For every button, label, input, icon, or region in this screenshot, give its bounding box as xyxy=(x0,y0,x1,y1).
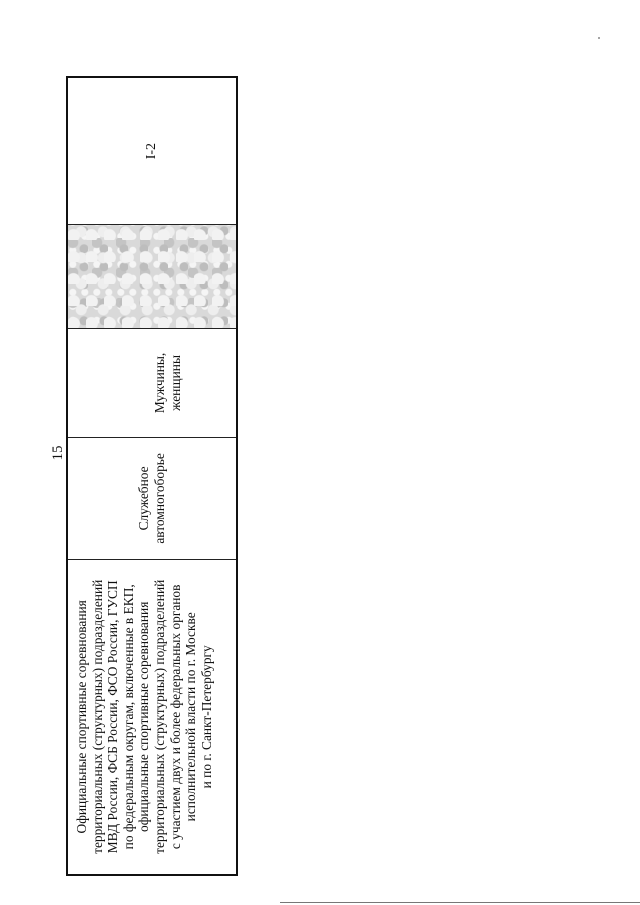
description-line: Официальные спортивные соревнования xyxy=(74,600,89,834)
bottom-divider xyxy=(280,902,640,903)
description-line: официальные спортивные соревнования xyxy=(136,601,152,832)
description-line: и по г. Санкт-Петербургу xyxy=(198,645,214,789)
description-line: территориальных (структурных) подразделений xyxy=(151,579,167,854)
gender-cell xyxy=(68,328,236,437)
rank-cell xyxy=(68,78,236,224)
gender-line: женщины xyxy=(167,355,183,411)
sport-line: автомногоборье xyxy=(152,453,167,544)
sport-cell xyxy=(68,437,236,558)
sport-line: Служебное xyxy=(136,466,152,531)
description-line: территориальных (структурных) подразделений xyxy=(89,579,105,854)
description-line: по федеральным округам, включенные в ЕКП, xyxy=(120,584,136,850)
page-number: 15 xyxy=(50,445,66,461)
scan-speck xyxy=(598,37,600,39)
shaded-cell xyxy=(68,224,236,327)
description-line: с участием двух и более федеральных органов xyxy=(167,584,183,850)
rank-value: I-2 xyxy=(144,142,160,160)
description-line: МВД России, ФСБ России, ФСО России, ГУСП xyxy=(105,580,121,854)
description-cell xyxy=(68,559,236,874)
description-line: исполнительной власти по г. Москве xyxy=(183,612,199,822)
competition-table xyxy=(66,76,238,876)
gender-line: Мужчины, xyxy=(152,352,167,414)
table-row xyxy=(66,76,238,876)
